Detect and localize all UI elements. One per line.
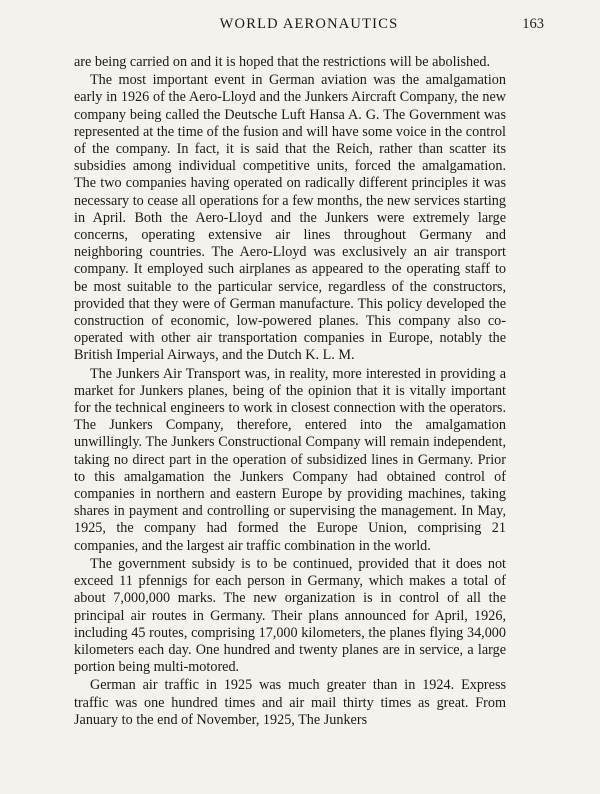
- paragraph: The most important event in German aviation was the amalgamation early in 1926 of the Aero-Lloyd and the Junkers Aircraft Company, the new company being called the Deutsche Luft Hansa A. G. The Government was represented at the time of the fusion and will have some voice in the control of the company. In fact, it is said that the Reich, rather than scatter its subsidies among individual competitive units, forced the amalgamation. The two companies having operated on radically different principles it was necessary to cease all operations for a few months, the new services starting in April. Both the Aero-Lloyd and the Junkers were extremely large concerns, operating extensive air lines throughout Germany and neighboring countries. The Aero-Lloyd was exclusively an air transport company. It employed such airplanes as appeared to the operating staff to be most suitable to the particular service, regardless of the constructors, provided that they were of German manufacture. This policy developed the construction of economic, low-powered planes. This company also co-operated with other air transportation companies in Europe, notably the British Imperial Airways, and the Dutch K. L. M.: [74, 72, 506, 364]
- paragraph: The government subsidy is to be continued, provided that it does not exceed 11 pfennigs for each person in Germany, which makes a total of about 7,000,000 marks. The new organization is in control of all the principal air routes in Germany. Their plans announced for April, 1926, including 45 routes, comprising 17,000 kilometers, the planes flying 34,000 kilometers each day. One hundred and twenty planes are in service, a large portion being multi-motored.: [74, 555, 506, 676]
- paragraph: The Junkers Air Transport was, in reality, more interested in providing a market for Junkers planes, being of the opinion that it is vitally important for the technical engineers to work in closest connection with the operators. The Junkers Company, therefore, entered into the amalgamation unwillingly. The Junkers Constructional Company will remain independent, taking no direct part in the operation of subsidized lines in Germany. Prior to this amalgamation the Junkers Company had obtained control of companies in northern and eastern Europe by providing machines, taking shares in payment and controlling or supervising the management. In May, 1925, the company had formed the Europe Union, comprising 21 companies, and the largest air traffic combination in the world.: [74, 365, 506, 554]
- page-header: [74, 16, 544, 40]
- paragraph: German air traffic in 1925 was much greater than in 1924. Express traffic was one hundred times and air mail thirty times as great. From January to the end of November, 1925, The Junkers: [74, 677, 506, 728]
- paragraph-continuation: are being carried on and it is hoped that the restrictions will be abolished.: [74, 54, 491, 70]
- running-head: WORLD AERONAUTICS: [219, 16, 399, 32]
- page-body: [74, 54, 506, 729]
- page-number: 163: [522, 16, 544, 32]
